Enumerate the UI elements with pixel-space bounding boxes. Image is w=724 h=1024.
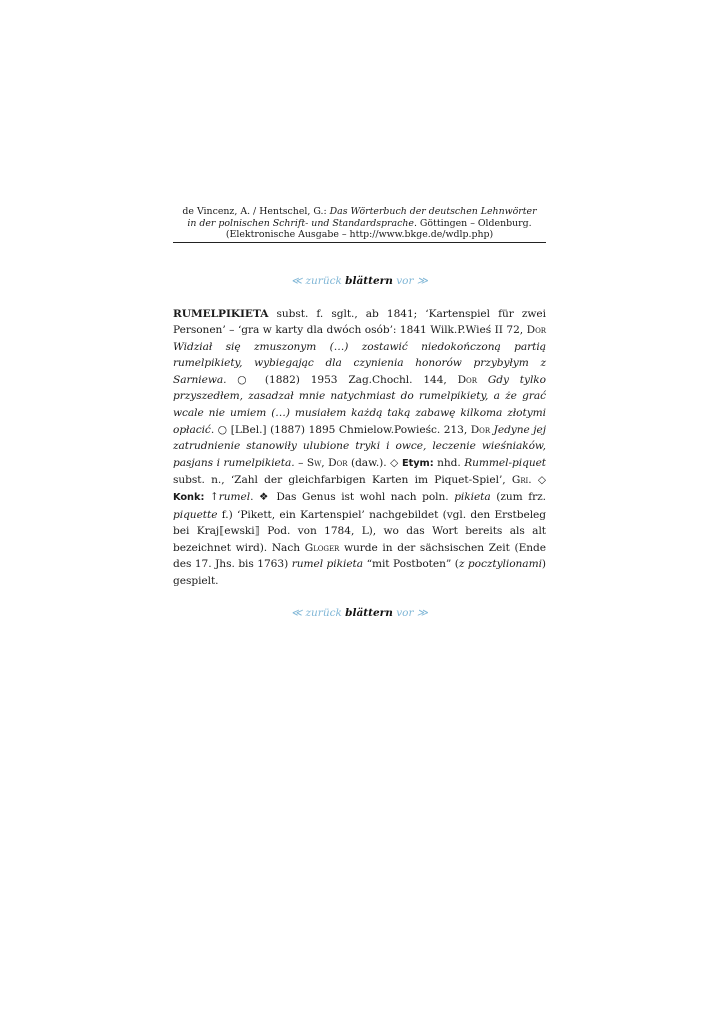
source-abbrev: Dor [470,423,491,436]
entry-text: “mit Postboten” ( [363,558,459,571]
citation-line-1 [173,206,546,218]
page-content [173,206,546,619]
entry-text: ○ (1882) 1953 Zag.Chochl. 144, [226,373,458,386]
dictionary-entry [173,306,546,590]
cited-word: piquette [173,508,218,521]
prev-link[interactable]: ≪ zurück [291,274,342,287]
entry-text: subst. f. sglt., ab 1841; ‘Kartenspiel für zwei Personen’ – ‘gra w karty dla dwóch osób’: 1841 Wilk.P.Wieś II 72, [173,307,546,337]
etym-label: Etym: [401,457,434,469]
source-abbrev: Sw [306,456,322,469]
etym-word: Rummel-piquet [464,456,547,469]
source-abbrev: Gri [511,474,529,487]
quotation: Widział się zmuszonym (…) zostawić niedokończoną partią rumelpikiety, wybiegając dla czynienia honorów przybyłym z Sarniewa. [173,340,546,386]
cited-word: rumel pikieta [291,558,364,571]
entry-text: ) gespielt. [173,558,546,587]
nav-current-label-bottom: blättern [345,606,393,619]
entry-text: (zum frz. [490,491,546,504]
source-abbrev: Dor [328,456,348,469]
entry-lemma: RUMELPIKIETA [173,307,269,320]
cross-reference-link[interactable]: ↑rumel [209,491,251,504]
next-link[interactable]: vor ≫ [396,274,428,287]
entry-text: (daw.). ◇ [347,456,402,469]
konk-label: Konk: [173,492,205,504]
entry-text: nhd. [433,456,465,469]
nav-top [173,275,546,287]
source-abbrev: Gloger [304,541,340,554]
citation-line-3: (Elektronische Ausgabe – http://www.bkge.de/wdlp.php) [225,229,494,240]
cited-word: pikieta [454,491,491,504]
entry-text: ○ [LBel.] (1887) 1895 Chmielow.Powieśc. 213, [214,423,471,436]
citation-header [173,206,546,241]
citation-publisher: . Göttingen – Oldenburg. [413,217,532,229]
source-abbrev: Dor [457,373,477,386]
entry-text: . ◇ [528,474,546,487]
citation-authors: de Vincenz, A. / Hentschel, G.: [182,206,330,217]
entry-text: , [321,456,329,469]
entry-text: wurde in der sächsischen Zeit (Ende des 17. Jhs. bis 1763) [173,541,546,571]
citation-title-part-2: in der polnischen Schrift- und Standardsprache [187,217,414,229]
next-link-bottom[interactable]: vor ≫ [396,606,428,619]
entry-text: – [294,456,307,469]
entry-text: . ❖ Das Genus ist wohl nach poln. [250,491,455,504]
prev-link-bottom[interactable]: ≪ zurück [291,606,342,619]
cited-word: z pocztylionami [458,558,542,571]
header-rule [173,242,546,243]
citation-line-2 [173,218,546,230]
entry-text: subst. n., ‘Zahl der gleichfarbigen Karten im Piquet-Spiel’, [173,474,512,487]
quotation: Jedyne jej zatrudnienie stanowiły ulubione tryki i owce, leczenie wieśniaków, pasjans i rumelpikieta. [173,423,546,469]
quotation: Gdy tylko przyszedłem, zasadzał mnie natychmiast do rumelpikiety, a że grać wcale nie umiem (…) musiałem każdą taką zabawę kilkoma złotymi opłacić. [173,373,546,436]
nav-current-label: blättern [345,274,393,287]
nav-bottom [173,607,546,619]
citation-title-part-1: Das Wörterbuch der deutschen Lehnwörter [329,206,537,217]
entry-text: f.) ‘Pikett, ein Kartenspiel’ nachgebildet (vgl. den Erstbeleg bei Kraj⟦ewski⟧ Pod. von 1784, L), wo das Wort bereits als alt bezeichnet wird). Nach [173,508,546,554]
source-abbrev: Dor [526,324,546,337]
